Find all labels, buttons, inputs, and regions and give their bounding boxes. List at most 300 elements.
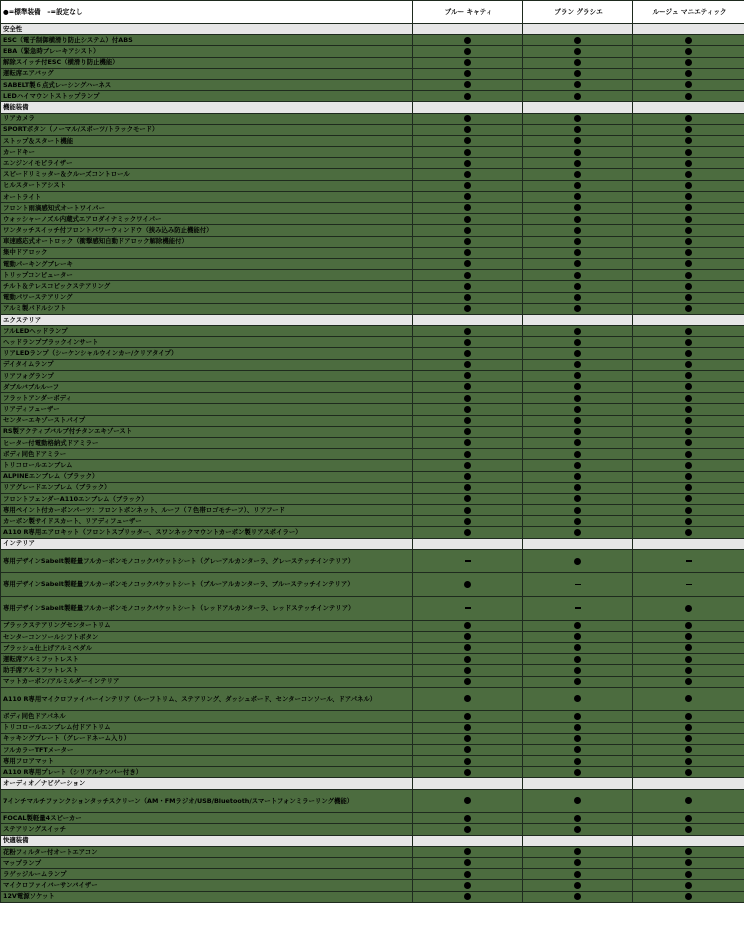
standard-equipment-dot — [464, 678, 471, 685]
standard-equipment-dot — [574, 395, 581, 402]
availability-cell — [413, 91, 523, 102]
availability-cell — [413, 527, 523, 538]
feature-row — [1, 135, 744, 146]
section-empty-cell — [413, 314, 523, 325]
availability-cell — [413, 35, 523, 46]
availability-cell — [633, 281, 744, 292]
availability-cell — [413, 348, 523, 359]
feature-row — [1, 370, 744, 381]
availability-cell — [633, 620, 744, 631]
standard-equipment-dot — [464, 893, 471, 900]
standard-equipment-dot — [685, 758, 692, 765]
availability-cell — [523, 597, 633, 621]
availability-cell — [413, 813, 523, 824]
feature-label: オートライト — [1, 191, 413, 202]
feature-label: FOCAL製軽量4スピーカー — [1, 813, 413, 824]
standard-equipment-dot — [574, 644, 581, 651]
standard-equipment-dot — [464, 260, 471, 267]
availability-cell — [413, 891, 523, 902]
standard-equipment-dot — [685, 678, 692, 685]
section-empty-cell — [633, 314, 744, 325]
feature-label: ステアリングスイッチ — [1, 824, 413, 835]
feature-row — [1, 857, 744, 868]
availability-cell — [413, 789, 523, 813]
feature-row — [1, 180, 744, 191]
section-title: 機能装備 — [1, 102, 413, 113]
availability-cell — [633, 426, 744, 437]
feature-label: A110 R専用マイクロファイバーインテリア（ルーフトリム、ステアリング、ダッシュボード、センターコンソール、ドアパネル） — [1, 687, 413, 711]
availability-cell — [523, 687, 633, 711]
standard-equipment-dot — [574, 678, 581, 685]
feature-row — [1, 236, 744, 247]
availability-cell — [523, 370, 633, 381]
feature-label: ブラックステアリングセンタートリム — [1, 620, 413, 631]
availability-cell — [633, 68, 744, 79]
availability-cell — [523, 527, 633, 538]
availability-cell — [633, 891, 744, 902]
availability-cell — [523, 505, 633, 516]
section-header-row — [1, 102, 744, 113]
feature-row — [1, 79, 744, 90]
availability-cell — [413, 147, 523, 158]
availability-cell — [413, 359, 523, 370]
standard-equipment-dot — [574, 171, 581, 178]
availability-cell — [413, 654, 523, 665]
standard-equipment-dot — [685, 93, 692, 100]
availability-cell — [633, 471, 744, 482]
feature-row — [1, 303, 744, 314]
availability-cell — [633, 348, 744, 359]
standard-equipment-dot — [574, 283, 581, 290]
feature-label: カーボン製サイドスカート、リアディフューザー — [1, 516, 413, 527]
feature-label: アルミ製パドルシフト — [1, 303, 413, 314]
standard-equipment-dot — [574, 518, 581, 525]
availability-cell — [523, 281, 633, 292]
feature-row — [1, 91, 744, 102]
feature-label: ワンタッチスイッチ付フロントパワーウィンドウ（挟み込み防止機能付） — [1, 225, 413, 236]
section-header-row — [1, 778, 744, 789]
availability-cell — [523, 722, 633, 733]
standard-equipment-dot — [574, 893, 581, 900]
feature-row — [1, 113, 744, 124]
standard-equipment-dot — [574, 305, 581, 312]
standard-equipment-dot — [464, 171, 471, 178]
feature-label: ボディ同色ドアミラー — [1, 449, 413, 460]
standard-equipment-dot — [685, 724, 692, 731]
feature-label: トリコロールエンブレム付ドアトリム — [1, 722, 413, 733]
feature-row — [1, 789, 744, 813]
standard-equipment-dot — [685, 260, 692, 267]
feature-row — [1, 767, 744, 778]
feature-label: トリップコンピューター — [1, 270, 413, 281]
feature-label: ウォッシャーノズル内蔵式エアロダイナミックワイパー — [1, 214, 413, 225]
feature-label: 車速感応式オートロック（衝撃感知自動ドアロック解除機能付） — [1, 236, 413, 247]
standard-equipment-dot — [685, 605, 692, 612]
feature-label: キッキングプレート（グレードネーム入り） — [1, 733, 413, 744]
availability-cell — [413, 57, 523, 68]
standard-equipment-dot — [685, 37, 692, 44]
not-available-dash — [465, 560, 471, 562]
availability-cell — [523, 631, 633, 642]
standard-equipment-dot — [685, 893, 692, 900]
feature-row — [1, 158, 744, 169]
feature-label: SPORTボタン（ノーマル/スポーツ/トラックモード） — [1, 124, 413, 135]
standard-equipment-dot — [464, 227, 471, 234]
feature-label: 電動パーキングブレーキ — [1, 258, 413, 269]
standard-equipment-dot — [574, 216, 581, 223]
availability-cell — [633, 642, 744, 653]
availability-cell — [523, 147, 633, 158]
feature-row — [1, 460, 744, 471]
availability-cell — [633, 337, 744, 348]
availability-cell — [523, 880, 633, 891]
availability-cell — [413, 493, 523, 504]
feature-label: ヘッドランプブラックインサート — [1, 337, 413, 348]
availability-cell — [413, 642, 523, 653]
availability-cell — [523, 449, 633, 460]
feature-label: 運転席エアバッグ — [1, 68, 413, 79]
availability-cell — [633, 370, 744, 381]
standard-equipment-dot — [685, 633, 692, 640]
availability-cell — [413, 426, 523, 437]
availability-cell — [633, 789, 744, 813]
standard-equipment-dot — [685, 695, 692, 702]
feature-label: フロント雨滴感知式オートワイパー — [1, 203, 413, 214]
feature-row — [1, 404, 744, 415]
standard-equipment-dot — [685, 372, 692, 379]
standard-equipment-dot — [464, 633, 471, 640]
feature-label: リアフォグランプ — [1, 370, 413, 381]
standard-equipment-dot — [685, 48, 692, 55]
availability-cell — [413, 756, 523, 767]
standard-equipment-dot — [464, 81, 471, 88]
availability-cell — [633, 460, 744, 471]
standard-equipment-dot — [685, 495, 692, 502]
section-title: 安全性 — [1, 24, 413, 35]
not-available-dash — [686, 560, 692, 562]
standard-equipment-dot — [685, 417, 692, 424]
availability-cell — [523, 359, 633, 370]
standard-equipment-dot — [574, 383, 581, 390]
availability-cell — [413, 744, 523, 755]
standard-equipment-dot — [574, 361, 581, 368]
standard-equipment-dot — [685, 622, 692, 629]
not-available-dash — [575, 607, 581, 609]
standard-equipment-dot — [464, 395, 471, 402]
standard-equipment-dot — [574, 484, 581, 491]
feature-row — [1, 471, 744, 482]
standard-equipment-dot — [464, 484, 471, 491]
feature-row — [1, 35, 744, 46]
availability-cell — [413, 846, 523, 857]
standard-equipment-dot — [574, 667, 581, 674]
section-title: オーディオ／ナビゲーション — [1, 778, 413, 789]
standard-equipment-dot — [685, 656, 692, 663]
availability-cell — [413, 471, 523, 482]
feature-row — [1, 449, 744, 460]
not-available-dash — [686, 584, 692, 586]
section-title: 快適装備 — [1, 835, 413, 846]
standard-equipment-dot — [464, 439, 471, 446]
feature-row — [1, 225, 744, 236]
standard-equipment-dot — [574, 758, 581, 765]
availability-cell — [633, 449, 744, 460]
not-available-dash — [575, 584, 581, 586]
availability-cell — [413, 573, 523, 597]
standard-equipment-dot — [574, 227, 581, 234]
availability-cell — [633, 549, 744, 573]
standard-equipment-dot — [464, 406, 471, 413]
feature-row — [1, 642, 744, 653]
availability-cell — [633, 824, 744, 835]
availability-cell — [523, 124, 633, 135]
standard-equipment-dot — [685, 746, 692, 753]
availability-cell — [633, 326, 744, 337]
feature-row — [1, 348, 744, 359]
standard-equipment-dot — [574, 871, 581, 878]
availability-cell — [633, 505, 744, 516]
availability-cell — [413, 68, 523, 79]
availability-cell — [633, 180, 744, 191]
availability-cell — [633, 303, 744, 314]
feature-row — [1, 382, 744, 393]
availability-cell — [413, 370, 523, 381]
standard-equipment-dot — [574, 204, 581, 211]
availability-cell — [523, 258, 633, 269]
feature-label: 専用ペイント付カーボンパーツ：フロントボンネット、ルーフ（７色帯ロゴモチーフ）、リアフード — [1, 505, 413, 516]
standard-equipment-dot — [464, 272, 471, 279]
standard-equipment-dot — [464, 160, 471, 167]
availability-cell — [523, 516, 633, 527]
availability-cell — [413, 79, 523, 90]
standard-equipment-dot — [464, 115, 471, 122]
availability-cell — [633, 437, 744, 448]
standard-equipment-dot — [574, 695, 581, 702]
feature-label: 専用フロアマット — [1, 756, 413, 767]
standard-equipment-dot — [464, 769, 471, 776]
feature-row — [1, 813, 744, 824]
availability-cell — [523, 437, 633, 448]
feature-row — [1, 292, 744, 303]
standard-equipment-dot — [464, 339, 471, 346]
standard-equipment-dot — [574, 48, 581, 55]
section-empty-cell — [633, 24, 744, 35]
standard-equipment-dot — [574, 882, 581, 889]
standard-equipment-dot — [464, 37, 471, 44]
feature-row — [1, 573, 744, 597]
feature-label: 専用デザインSabelt製軽量フルカーボンモノコックバケットシート（レッドアルカンターラ、レッドステッチインテリア） — [1, 597, 413, 621]
availability-cell — [413, 135, 523, 146]
feature-row — [1, 247, 744, 258]
availability-cell — [633, 880, 744, 891]
standard-equipment-dot — [574, 735, 581, 742]
availability-cell — [633, 676, 744, 687]
feature-row — [1, 505, 744, 516]
feature-label: マイクロファイバーサンバイザー — [1, 880, 413, 891]
feature-label: リアカメラ — [1, 113, 413, 124]
availability-cell — [413, 124, 523, 135]
feature-label: ブラッシュ仕上げアルミペダル — [1, 642, 413, 653]
standard-equipment-dot — [464, 656, 471, 663]
feature-label: ダブルバブルルーフ — [1, 382, 413, 393]
availability-cell — [633, 733, 744, 744]
standard-equipment-dot — [464, 249, 471, 256]
availability-cell — [633, 158, 744, 169]
standard-equipment-dot — [464, 518, 471, 525]
feature-row — [1, 744, 744, 755]
section-empty-cell — [413, 538, 523, 549]
feature-label: 電動パワーステアリング — [1, 292, 413, 303]
availability-cell — [523, 482, 633, 493]
feature-row — [1, 415, 744, 426]
availability-cell — [633, 744, 744, 755]
availability-cell — [413, 687, 523, 711]
standard-equipment-dot — [685, 473, 692, 480]
availability-cell — [633, 756, 744, 767]
availability-cell — [523, 711, 633, 722]
standard-equipment-dot — [574, 193, 581, 200]
feature-label: カードキー — [1, 147, 413, 158]
feature-row — [1, 620, 744, 631]
section-title: エクステリア — [1, 314, 413, 325]
availability-cell — [523, 654, 633, 665]
feature-label: 集中ドアロック — [1, 247, 413, 258]
feature-row — [1, 722, 744, 733]
grade-header: ブルー キャティ — [413, 1, 523, 24]
feature-row — [1, 437, 744, 448]
feature-label: RS製アクティブバルブ付チタンエキゾースト — [1, 426, 413, 437]
standard-equipment-dot — [574, 272, 581, 279]
feature-row — [1, 57, 744, 68]
standard-equipment-dot — [685, 339, 692, 346]
standard-equipment-dot — [685, 149, 692, 156]
availability-cell — [413, 597, 523, 621]
standard-equipment-dot — [574, 328, 581, 335]
availability-cell — [523, 348, 633, 359]
feature-row — [1, 687, 744, 711]
feature-row — [1, 270, 744, 281]
availability-cell — [633, 191, 744, 202]
availability-cell — [633, 516, 744, 527]
standard-equipment-dot — [685, 428, 692, 435]
feature-row — [1, 326, 744, 337]
availability-cell — [413, 516, 523, 527]
availability-cell — [633, 292, 744, 303]
availability-cell — [523, 813, 633, 824]
standard-equipment-dot — [464, 644, 471, 651]
availability-cell — [523, 158, 633, 169]
feature-row — [1, 676, 744, 687]
standard-equipment-dot — [464, 361, 471, 368]
feature-row — [1, 124, 744, 135]
availability-cell — [523, 426, 633, 437]
availability-cell — [523, 857, 633, 868]
feature-label: 花粉フィルター付オートエアコン — [1, 846, 413, 857]
standard-equipment-dot — [574, 746, 581, 753]
standard-equipment-dot — [464, 529, 471, 536]
availability-cell — [523, 846, 633, 857]
feature-label: フラットアンダーボディ — [1, 393, 413, 404]
section-empty-cell — [413, 778, 523, 789]
availability-cell — [633, 247, 744, 258]
feature-label: ヒーター付電動格納式ドアミラー — [1, 437, 413, 448]
availability-cell — [633, 258, 744, 269]
standard-equipment-dot — [464, 182, 471, 189]
availability-cell — [523, 180, 633, 191]
standard-equipment-dot — [685, 518, 692, 525]
feature-row — [1, 824, 744, 835]
standard-equipment-dot — [464, 507, 471, 514]
standard-equipment-dot — [685, 406, 692, 413]
standard-equipment-dot — [464, 283, 471, 290]
section-empty-cell — [633, 835, 744, 846]
availability-cell — [633, 57, 744, 68]
availability-cell — [523, 549, 633, 573]
standard-equipment-dot — [574, 126, 581, 133]
standard-equipment-dot — [685, 160, 692, 167]
availability-cell — [523, 169, 633, 180]
availability-cell — [633, 382, 744, 393]
availability-cell — [413, 415, 523, 426]
standard-equipment-dot — [685, 182, 692, 189]
feature-label: 運転席アルミフットレスト — [1, 654, 413, 665]
feature-label: SABELT製６点式レーシングハーネス — [1, 79, 413, 90]
feature-label: リアディフューザー — [1, 404, 413, 415]
feature-label: リアグレードエンブレム（ブラック） — [1, 482, 413, 493]
availability-cell — [633, 236, 744, 247]
section-header-row — [1, 24, 744, 35]
availability-cell — [413, 292, 523, 303]
standard-equipment-dot — [574, 81, 581, 88]
feature-row — [1, 756, 744, 767]
standard-equipment-dot — [574, 815, 581, 822]
feature-label: フルカラーTFTメーター — [1, 744, 413, 755]
availability-cell — [413, 191, 523, 202]
standard-equipment-dot — [574, 797, 581, 804]
feature-row — [1, 359, 744, 370]
availability-cell — [523, 91, 633, 102]
availability-cell — [523, 68, 633, 79]
availability-cell — [633, 869, 744, 880]
availability-cell — [523, 642, 633, 653]
availability-cell — [523, 337, 633, 348]
availability-cell — [523, 191, 633, 202]
availability-cell — [413, 236, 523, 247]
standard-equipment-dot — [574, 350, 581, 357]
availability-cell — [633, 813, 744, 824]
standard-equipment-dot — [574, 249, 581, 256]
feature-label: デイタイムランプ — [1, 359, 413, 370]
availability-cell — [413, 303, 523, 314]
section-empty-cell — [523, 778, 633, 789]
feature-label: マットカーボン/アルミルダーインテリア — [1, 676, 413, 687]
standard-equipment-dot — [574, 507, 581, 514]
standard-equipment-dot — [464, 724, 471, 731]
standard-equipment-dot — [574, 137, 581, 144]
standard-equipment-dot — [464, 622, 471, 629]
availability-cell — [523, 270, 633, 281]
standard-equipment-dot — [464, 48, 471, 55]
availability-cell — [523, 824, 633, 835]
feature-row — [1, 191, 744, 202]
availability-cell — [523, 744, 633, 755]
availability-cell — [413, 247, 523, 258]
standard-equipment-dot — [685, 644, 692, 651]
standard-equipment-dot — [574, 558, 581, 565]
section-empty-cell — [523, 24, 633, 35]
availability-cell — [633, 124, 744, 135]
standard-equipment-dot — [574, 529, 581, 536]
